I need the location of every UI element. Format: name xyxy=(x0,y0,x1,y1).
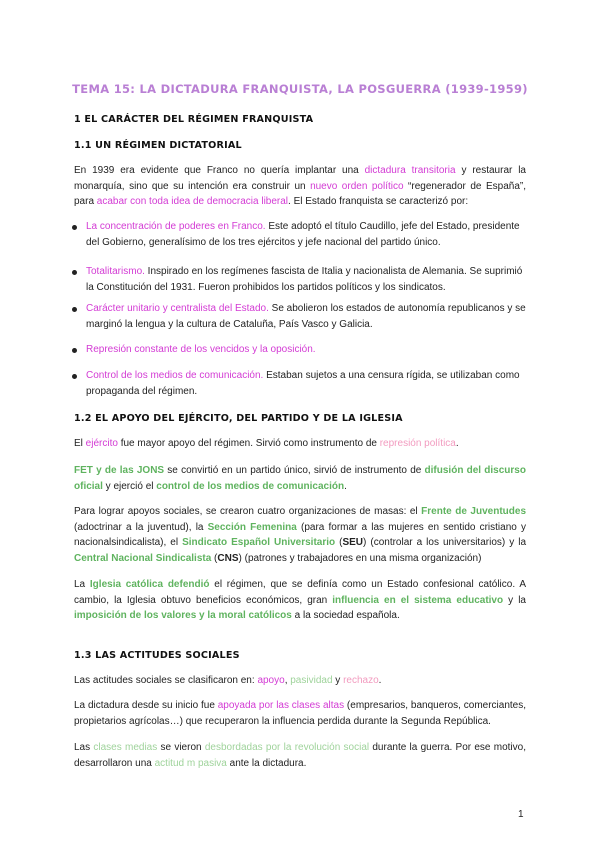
bullet-item: Control de los medios de comunicación. Estaban sujetos a una censura rígida, se utilizaban como propaganda del régimen. xyxy=(86,370,520,397)
paragraph-church: La Iglesia católica defendió el régimen, que se definía como un Estado confesional católico. A cambio, la Iglesia obtuvo beneficios económicos, gran influencia en el sistema educativo y la imposición de los valores y la moral católicos a la sociedad española. xyxy=(74,579,527,621)
document-title: TEMA 15: LA DICTADURA FRANQUISTA, LA POSGUERRA (1939-1959) xyxy=(72,82,528,96)
section-heading-1-1: 1.1 UN RÉGIMEN DICTATORIAL xyxy=(74,140,242,151)
section-heading-1-2: 1.2 EL APOYO DEL EJÉRCITO, DEL PARTIDO Y DE LA IGLESIA xyxy=(74,413,403,424)
paragraph-party: FET y de las JONS se convirtió en un partido único, sirvió de instrumento de difusión del discurso oficial y ejerció el control de los medios de comunicación. xyxy=(74,465,526,492)
paragraph-middle-classes: Las clases medias se vieron desbordadas por la revolución social durante la guerra. Por ese motivo, desarrollaron una actitud m pasiva ante la dictadura. xyxy=(74,742,526,769)
paragraph-attitudes: Las actitudes sociales se clasificaron en: apoyo, pasividad y rechazo. xyxy=(74,675,382,686)
bullet-dot xyxy=(72,225,77,230)
paragraph-intro: En 1939 era evidente que Franco no quería implantar una dictadura transitoria y restaurar la monarquía, sino que su intención era construir un nuevo orden político “regenerador de España”, para acabar con toda idea de democracia liberal. El Estado franquista se caracterizó por: xyxy=(74,165,526,207)
bullet-dot xyxy=(72,348,77,353)
bullet-dot xyxy=(72,374,77,379)
bullet-item: La concentración de poderes en Franco. Este adoptó el título Caudillo, jefe del Estado, presidente del Gobierno, generalísimo de los tres ejércitos y jefe nacional del partido único. xyxy=(86,221,520,248)
paragraph-army: El ejército fue mayor apoyo del régimen. Sirvió como instrumento de represión política. xyxy=(74,438,459,449)
section-heading-1-3: 1.3 LAS ACTITUDES SOCIALES xyxy=(74,650,240,661)
section-heading-1: 1 EL CARÁCTER DEL RÉGIMEN FRANQUISTA xyxy=(74,114,314,125)
page-number: 1 xyxy=(518,809,524,820)
bullet-dot xyxy=(72,307,77,312)
bullet-item: Totalitarismo. Inspirado en los regímenes fascista de Italia y nacionalista de Alemania. Se suprimió la Constitución del 1931. Fueron prohibidos los partidos políticos y los sindicatos. xyxy=(86,266,523,293)
paragraph-upper-classes: La dictadura desde su inicio fue apoyada por las clases altas (empresarios, banqueros, comerciantes, propietarios agrícolas…) que recuperaron la influencia perdida durante la Segunda República. xyxy=(74,700,527,727)
bullet-item: Carácter unitario y centralista del Estado. Se abolieron los estados de autonomía republicanos y se marginó la lengua y la cultura de Cataluña, País Vasco y Galicia. xyxy=(86,303,526,330)
paragraph-organizations: Para lograr apoyos sociales, se crearon cuatro organizaciones de masas: el Frente de Juventudes (adoctrinar a la juventud), la Sección Femenina (para formar a las mujeres en sentido cristiano y nacionalsindicalista), el Sindicato Español Universitario (SEU) (controlar a los universitarios) y la Central Nacional Sindicalista (CNS) (patrones y trabajadores en una misma organización) xyxy=(74,506,527,564)
bullet-item: Represión constante de los vencidos y la oposición. xyxy=(86,344,316,355)
bullet-dot xyxy=(72,270,77,275)
